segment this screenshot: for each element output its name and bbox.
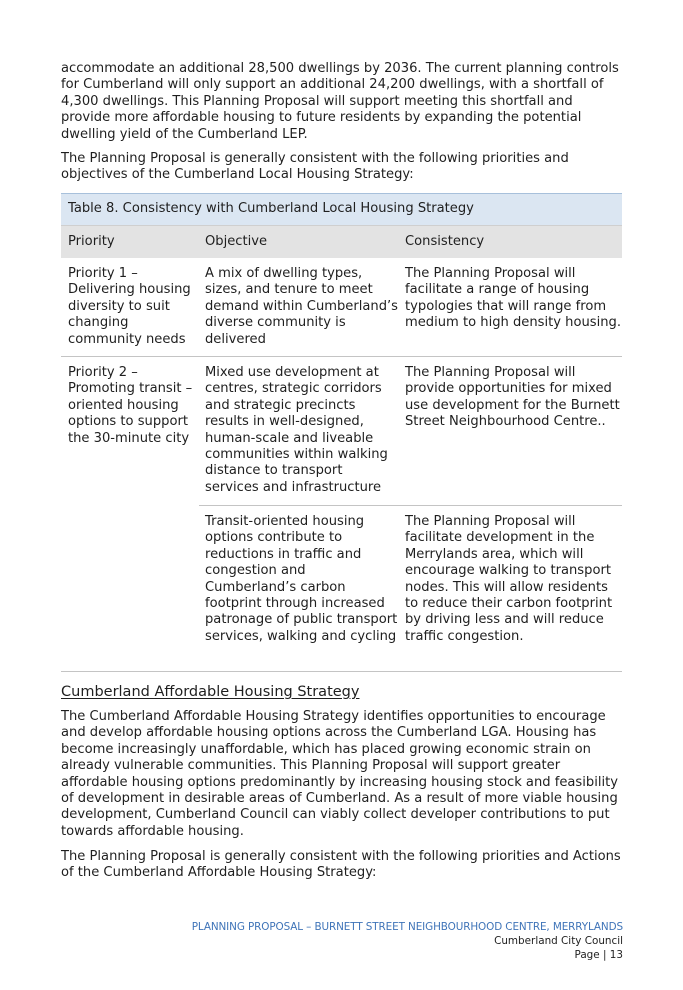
consistency-cell: The Planning Proposal will provide opportunities for mixed use development for the Burnett Street Neighbourhood Centre.. bbox=[399, 357, 622, 506]
objective-cell: Mixed use development at centres, strategic corridors and strategic precincts results in well-designed, human-scale and liveable communities within walking distance to transport services and infrastructure bbox=[199, 357, 399, 506]
page-number: Page | 13 bbox=[574, 949, 623, 961]
section-heading: Cumberland Affordable Housing Strategy bbox=[61, 684, 360, 700]
table-row bbox=[61, 357, 622, 506]
objective-cell: A mix of dwelling types, sizes, and tenure to meet demand within Cumberland’s diverse community is delivered bbox=[199, 258, 399, 357]
table-header-row bbox=[61, 226, 622, 259]
intro-paragraph: accommodate an additional 28,500 dwellings by 2036. The current planning controls for Cumberland will only support an additional 24,200 dwellings, with a shortfall of 4,300 dwellings. This Planning Proposal will support meeting this shortfall and provide more affordable housing to future residents by expanding the potential dwelling yield of the Cumberland LEP. bbox=[61, 61, 619, 142]
table-row bbox=[61, 258, 622, 357]
consistency-cell: The Planning Proposal will facilitate development in the Merrylands area, which will encourage walking to transport nodes. This will allow residents to reduce their carbon footprint by driving less and will reduce traffic congestion. bbox=[399, 506, 622, 672]
priority-cell: Priority 2 – Promoting transit – oriented housing options to support the 30-minute city bbox=[61, 357, 199, 672]
header-priority: Priority bbox=[61, 226, 199, 259]
header-consistency: Consistency bbox=[399, 226, 622, 259]
consistency-table bbox=[61, 193, 622, 672]
table-caption: Table 8. Consistency with Cumberland Local Housing Strategy bbox=[61, 194, 622, 226]
consistency-cell: The Planning Proposal will facilitate a range of housing typologies that will range from medium to high density housing. bbox=[399, 258, 622, 357]
closing-paragraph: The Planning Proposal is generally consistent with the following priorities and Actions of the Cumberland Affordable Housing Strategy: bbox=[61, 849, 621, 881]
footer-organisation: Cumberland City Council bbox=[494, 935, 623, 947]
lead-in-paragraph: The Planning Proposal is generally consistent with the following priorities and objectives of the Cumberland Local Housing Strategy: bbox=[61, 151, 569, 183]
affordable-housing-paragraph: The Cumberland Affordable Housing Strategy identifies opportunities to encourage and develop affordable housing options across the Cumberland LGA. Housing has become increasingly unaffordable, which has placed growing economic strain on already vulnerable communities. This Planning Proposal will support greater affordable housing options predominantly by increasing housing stock and feasibility of development in desirable areas of Cumberland. As a result of more viable housing development, Cumberland Council can viably collect developer contributions to put towards affordable housing. bbox=[61, 709, 618, 839]
footer-title: PLANNING PROPOSAL – BURNETT STREET NEIGHBOURHOOD CENTRE, MERRYLANDS bbox=[191, 921, 623, 933]
priority-cell: Priority 1 – Delivering housing diversity to suit changing community needs bbox=[61, 258, 199, 357]
header-objective: Objective bbox=[199, 226, 399, 259]
objective-cell: Transit-oriented housing options contribute to reductions in traffic and congestion and Cumberland’s carbon footprint through increased patronage of public transport services, walking and cycling bbox=[199, 506, 399, 672]
table-caption-row bbox=[61, 194, 622, 226]
